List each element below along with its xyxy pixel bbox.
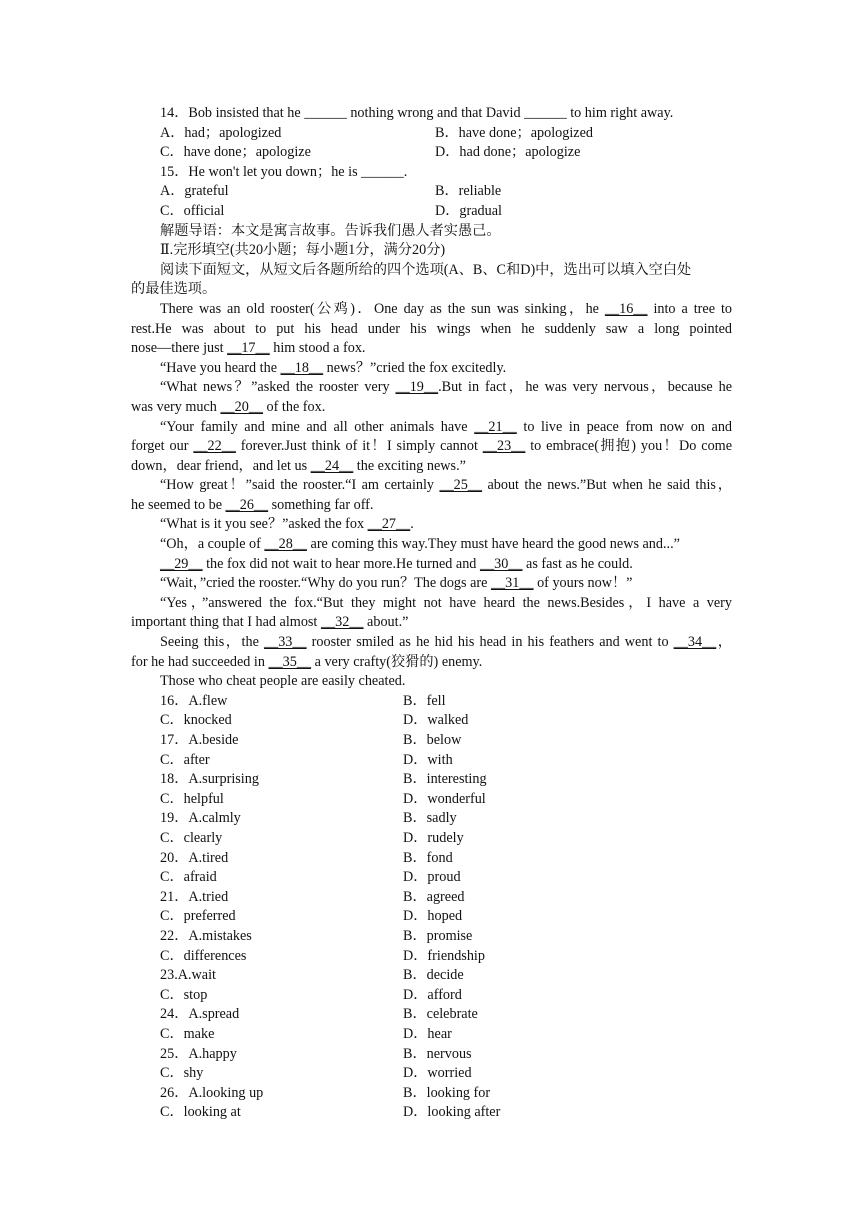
- option-a[interactable]: 16．A.flew: [160, 692, 228, 709]
- option-d[interactable]: D．walked: [403, 712, 469, 729]
- passage-line: “Oh，a couple of __28__ are coming this way.They must have heard the good news and...”: [160, 536, 680, 553]
- option-row: [131, 1064, 732, 1084]
- option-row: [131, 966, 732, 986]
- option-row: [131, 1025, 732, 1045]
- option-c[interactable]: C．helpful: [160, 790, 224, 807]
- q14-option-b: B．have done；apologized: [435, 124, 593, 141]
- option-row: [131, 1084, 732, 1104]
- option-row: [131, 907, 732, 927]
- option-b[interactable]: B．looking for: [403, 1084, 491, 1101]
- q15-options-row-1: [131, 182, 732, 202]
- option-d[interactable]: D．looking after: [403, 1104, 501, 1121]
- option-row: [131, 1005, 732, 1025]
- q15-options-row-2: [131, 202, 732, 222]
- option-b[interactable]: B．fond: [403, 849, 453, 866]
- option-d[interactable]: D．afford: [403, 986, 462, 1003]
- option-row: [131, 790, 732, 810]
- option-row: [131, 1103, 732, 1123]
- option-c[interactable]: C．preferred: [160, 908, 236, 925]
- q14-option-c: C．have done；apologize: [160, 144, 311, 161]
- guide-text: 解题导语：本文是寓言故事。告诉我们愚人者实愚己。: [160, 222, 501, 239]
- option-c[interactable]: C．afraid: [160, 869, 217, 886]
- q15-option-d: D．gradual: [435, 202, 502, 219]
- option-a[interactable]: 17．A.beside: [160, 732, 239, 748]
- section-title: Ⅱ.完形填空(共20小题；每小题1分，满分20分): [160, 242, 446, 259]
- q14-options-row-2: [131, 143, 732, 163]
- q15-stem: 15．He won't let you down；he is ______.: [160, 163, 408, 180]
- blank-28: __28__: [264, 536, 307, 553]
- option-c[interactable]: C．differences: [160, 947, 247, 964]
- blank-17: __17__: [227, 340, 270, 357]
- option-d[interactable]: D．with: [403, 751, 453, 768]
- option-d[interactable]: D．hear: [403, 1025, 452, 1042]
- instruction-line-2: 的最佳选项。: [131, 281, 217, 298]
- option-row: [131, 986, 732, 1006]
- option-row: [131, 849, 732, 869]
- passage-line: forget our __22__ forever.Just think of it！I simply cannot __23__ to embrace(拥抱) you！Do come: [131, 438, 733, 455]
- option-row: [131, 692, 732, 712]
- option-row: [131, 829, 732, 849]
- option-a[interactable]: 19．A.calmly: [160, 810, 241, 827]
- option-a[interactable]: 22．A.mistakes: [160, 927, 252, 944]
- option-row: [131, 770, 732, 790]
- option-b[interactable]: B．promise: [403, 927, 473, 944]
- option-a[interactable]: 23.A.wait: [160, 967, 216, 984]
- option-row: [131, 1045, 732, 1065]
- option-a[interactable]: 18．A.surprising: [160, 771, 259, 788]
- option-c[interactable]: C．make: [160, 1025, 215, 1042]
- option-a[interactable]: 26．A.looking up: [160, 1084, 264, 1101]
- option-row: [131, 809, 732, 829]
- option-row: [131, 888, 732, 908]
- q14-options-row-1: [131, 124, 732, 144]
- passage-line: was very much __20__ of the fox.: [131, 398, 326, 415]
- option-d[interactable]: D．worried: [403, 1065, 472, 1082]
- q14-option-d: D．had done；apologize: [435, 144, 581, 161]
- passage-moral: Those who cheat people are easily cheated.: [160, 673, 406, 690]
- blank-24: __24__: [310, 457, 354, 474]
- option-b[interactable]: B．below: [403, 732, 462, 748]
- blank-30: __30__: [479, 555, 523, 572]
- passage-line: “What is it you see？”asked the fox __27__.: [160, 516, 414, 533]
- option-b[interactable]: B．fell: [403, 692, 446, 709]
- option-row: [131, 927, 732, 947]
- option-c[interactable]: C．shy: [160, 1065, 204, 1082]
- blank-18: __18__: [280, 359, 324, 376]
- option-d[interactable]: D．proud: [403, 869, 461, 886]
- passage-line: __29__ the fox did not wait to hear more.He turned and __30__ as fast as he could.: [160, 555, 633, 572]
- blank-25: __25__: [439, 477, 483, 494]
- blank-20: __20__: [220, 398, 263, 415]
- blank-31: __31__: [490, 575, 534, 592]
- blank-22: __22__: [193, 438, 236, 455]
- option-c[interactable]: C．knocked: [160, 712, 232, 729]
- option-d[interactable]: D．friendship: [403, 947, 485, 964]
- option-d[interactable]: D．wonderful: [403, 790, 486, 807]
- blank-29: __29__: [160, 555, 203, 572]
- option-b[interactable]: B．agreed: [403, 888, 465, 905]
- passage-line: down，dear friend，and let us __24__ the exciting news.”: [131, 457, 466, 474]
- q15-option-c: C．official: [160, 202, 225, 219]
- option-c[interactable]: C．after: [160, 751, 210, 768]
- option-b[interactable]: B．nervous: [403, 1045, 472, 1062]
- option-row: [131, 947, 732, 967]
- passage-line: he seemed to be __26__ something far off.: [131, 496, 374, 513]
- option-row: [131, 711, 732, 731]
- blank-34: __34__: [673, 634, 717, 651]
- q15-option-b: B．reliable: [435, 183, 502, 200]
- option-d[interactable]: D．rudely: [403, 829, 464, 846]
- q14-option-a: A．had；apologized: [160, 124, 282, 141]
- exam-page: [131, 104, 732, 1123]
- passage-line: “Wait，”cried the rooster.“Why do you run？The dogs are __31__ of yours now！”: [160, 575, 633, 592]
- option-a[interactable]: 20．A.tired: [160, 849, 229, 866]
- blank-19: __19__: [395, 379, 439, 396]
- blank-35: __35__: [268, 653, 312, 670]
- option-b[interactable]: B．interesting: [403, 771, 487, 788]
- option-b[interactable]: B．decide: [403, 967, 464, 984]
- blank-33: __33__: [264, 634, 307, 651]
- option-a[interactable]: 25．A.happy: [160, 1045, 237, 1062]
- passage-line: There was an old rooster(公鸡)．One day as the sun was sinking，he __16__ into a tree to: [160, 300, 732, 317]
- passage-line: rest.He was about to put his head under his wings when he suddenly saw a long pointed: [131, 320, 732, 337]
- option-d[interactable]: D．hoped: [403, 908, 463, 925]
- option-a[interactable]: 21．A.tried: [160, 888, 229, 905]
- option-row: [131, 751, 732, 771]
- passage-line: “Have you heard the __18__ news？”cried the fox excitedly.: [160, 359, 507, 376]
- option-b[interactable]: B．celebrate: [403, 1006, 478, 1023]
- instruction-line-1: 阅读下面短文，从短文后各题所给的四个选项(A、B、C和D)中，选出可以填入空白处: [160, 261, 692, 278]
- option-row: [131, 868, 732, 888]
- passage-line: important thing that I had almost __32__ about.”: [131, 614, 409, 631]
- option-c[interactable]: C．clearly: [160, 829, 223, 846]
- passage-line: “How great！”said the rooster.“I am certainly __25__ about the news.”But when he said this，: [160, 477, 732, 494]
- passage-line: “What news？”asked the rooster very __19__.But in fact，he was very nervous，because he: [160, 379, 733, 396]
- cloze-options: [131, 692, 732, 1123]
- blank-23: __23__: [482, 438, 526, 455]
- blank-27: __27__: [367, 516, 411, 533]
- passage-line: nose—there just __17__ him stood a fox.: [131, 340, 366, 357]
- option-c[interactable]: C．stop: [160, 986, 208, 1003]
- q15-option-a: A．grateful: [160, 183, 229, 200]
- passage-line: Seeing this，the __33__ rooster smiled as he hid his head in his feathers and went to __34__，: [160, 634, 732, 651]
- blank-16: __16__: [604, 300, 648, 317]
- option-row: [131, 731, 732, 751]
- blank-32: __32__: [320, 614, 364, 631]
- passage-line: “Your family and mine and all other animals have __21__ to live in peace from now on and: [160, 418, 733, 435]
- passage-line: “Yes，”answered the fox.“But they might not have heard the news.Besides，I have a very: [160, 594, 732, 611]
- option-c[interactable]: C．looking at: [160, 1104, 241, 1121]
- blank-26: __26__: [225, 496, 269, 513]
- passage-line: for he had succeeded in __35__ a very crafty(狡猾的) enemy.: [131, 653, 483, 670]
- option-b[interactable]: B．sadly: [403, 810, 457, 827]
- option-a[interactable]: 24．A.spread: [160, 1006, 240, 1023]
- q14-stem: 14．Bob insisted that he ______ nothing wrong and that David ______ to him right away.: [160, 105, 674, 121]
- blank-21: __21__: [474, 418, 517, 435]
